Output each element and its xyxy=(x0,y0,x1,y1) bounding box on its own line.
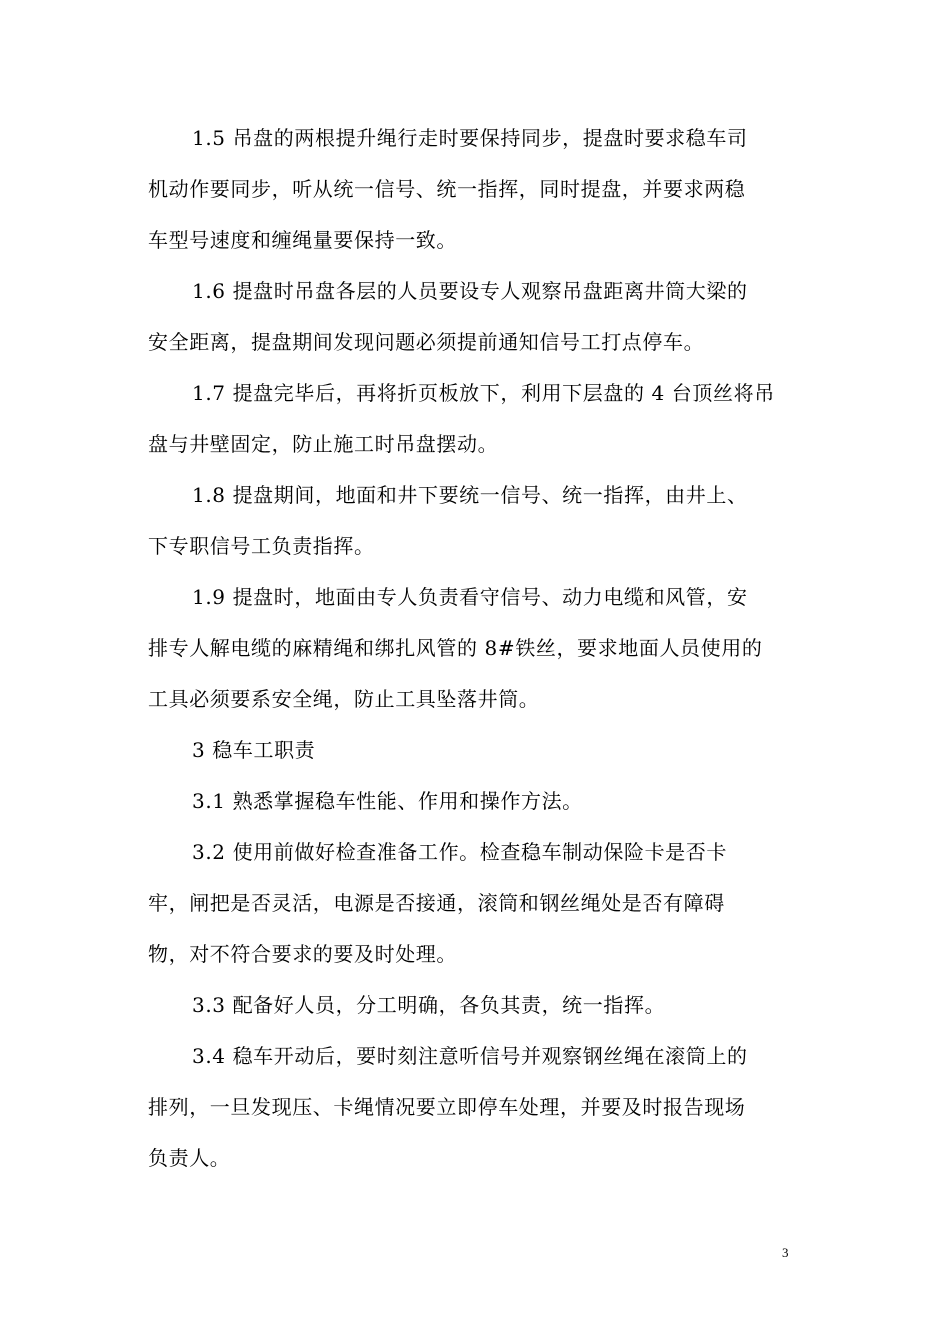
paragraph-line: 排专人解电缆的麻精绳和绑扎风管的 8#铁丝，要求地面人员使用的 xyxy=(148,636,763,660)
paragraph xyxy=(148,572,808,725)
paragraph-line: 盘与井壁固定，防止施工时吊盘摆动。 xyxy=(148,432,499,456)
paragraph-line: 物，对不符合要求的要及时处理。 xyxy=(148,942,457,966)
paragraph-line: 工具必须要系安全绳，防止工具坠落井筒。 xyxy=(148,687,540,711)
paragraph-line: 3 稳车工职责 xyxy=(192,738,316,762)
paragraph xyxy=(148,827,808,980)
paragraph-line: 1.6 提盘时吊盘各层的人员要设专人观察吊盘距离井筒大梁的 xyxy=(192,279,748,303)
paragraph-line: 下专职信号工负责指挥。 xyxy=(148,534,375,558)
paragraph-line: 3.3 配备好人员，分工明确，各负其责，统一指挥。 xyxy=(192,993,666,1017)
paragraph-line: 排列，一旦发现压、卡绳情况要立即停车处理，并要及时报告现场 xyxy=(148,1095,746,1119)
paragraph-line: 3.1 熟悉掌握稳车性能、作用和操作方法。 xyxy=(192,789,583,813)
paragraph-line: 负责人。 xyxy=(148,1146,231,1170)
paragraph-line: 机动作要同步，听从统一信号、统一指挥，同时提盘，并要求两稳 xyxy=(148,177,746,201)
paragraph xyxy=(148,776,808,827)
paragraph-line: 车型号速度和缠绳量要保持一致。 xyxy=(148,228,457,252)
paragraph xyxy=(148,1031,808,1184)
paragraph-line: 1.7 提盘完毕后，再将折页板放下，利用下层盘的 4 台顶丝将吊 xyxy=(192,381,775,405)
paragraph-line: 3.4 稳车开动后，要时刻注意听信号并观察钢丝绳在滚筒上的 xyxy=(192,1044,748,1068)
paragraph-line: 1.9 提盘时，地面由专人负责看守信号、动力电缆和风管，安 xyxy=(192,585,748,609)
paragraph xyxy=(148,980,808,1031)
paragraph xyxy=(148,368,808,470)
paragraph xyxy=(148,266,808,368)
paragraph xyxy=(148,470,808,572)
paragraph-line: 1.8 提盘期间，地面和井下要统一信号、统一指挥，由井上、 xyxy=(192,483,748,507)
document-body xyxy=(148,113,808,1184)
paragraph-line: 3.2 使用前做好检查准备工作。检查稳车制动保险卡是否卡 xyxy=(192,840,727,864)
paragraph-line: 安全距离，提盘期间发现问题必须提前通知信号工打点停车。 xyxy=(148,330,705,354)
paragraph-line: 1.5 吊盘的两根提升绳行走时要保持同步，提盘时要求稳车司 xyxy=(192,126,748,150)
section-heading xyxy=(148,725,808,776)
paragraph xyxy=(148,113,808,266)
paragraph-line: 牢，闸把是否灵活，电源是否接通，滚筒和钢丝绳处是否有障碍 xyxy=(148,891,725,915)
page-number: 3 xyxy=(782,1245,789,1260)
